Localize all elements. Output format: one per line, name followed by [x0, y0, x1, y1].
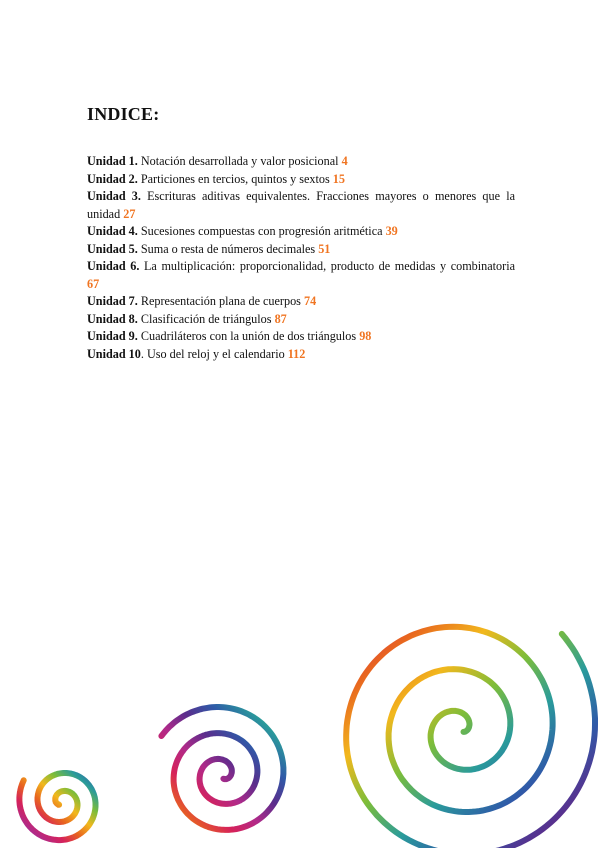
unit-title: Representación plana de cuerpos [137, 294, 304, 308]
unit-title: Sucesiones compuestas con progresión aritmética [137, 224, 386, 238]
unit-label: Unidad 7. [87, 294, 138, 308]
unit-title: La multiplicación: proporcionalidad, producto de medidas y combinatoria [139, 259, 515, 273]
unit-label: Unidad 1. [87, 154, 138, 168]
unit-title: Escrituras aditivas equivalentes. Fracciones mayores o menores que la unidad [87, 189, 515, 221]
page-number: 27 [123, 206, 136, 221]
page-number: 67 [87, 276, 100, 291]
unit-label: Unidad 3. [87, 189, 141, 203]
unit-label: Unidad 6. [87, 259, 140, 273]
spiral-small [19, 773, 95, 840]
unit-label: Unidad 5. [87, 241, 138, 256]
unit-title: Particiones en tercios, quintos y sextos [137, 171, 333, 186]
page-number: 4 [341, 154, 348, 168]
page-number: 112 [287, 346, 306, 361]
unit-label: Unidad 8. [87, 311, 138, 326]
page-number: 74 [303, 294, 317, 308]
page-number: 15 [332, 171, 345, 186]
page-title: INDICE: [87, 104, 160, 124]
spiral-medium [161, 707, 283, 830]
page-number: 87 [274, 311, 287, 326]
unit-title: Suma o resta de números decimales [137, 241, 319, 256]
unit-title: . Uso del reloj y el calendario [140, 346, 288, 361]
unit-title: Cuadriláteros con la unión de dos triángulos [137, 329, 360, 343]
unit-label: Unidad 2. [87, 171, 138, 186]
unit-label: Unidad 9. [87, 329, 138, 343]
page-number: 51 [318, 241, 331, 256]
unit-title: Clasificación de triángulos [137, 311, 275, 326]
unit-title: Notación desarrollada y valor posicional [137, 154, 342, 168]
spiral-large [346, 627, 595, 848]
page-number: 98 [359, 329, 372, 343]
unit-label: Unidad 4. [87, 224, 138, 238]
page-number: 39 [385, 224, 398, 238]
unit-label: Unidad 10 [87, 346, 141, 361]
